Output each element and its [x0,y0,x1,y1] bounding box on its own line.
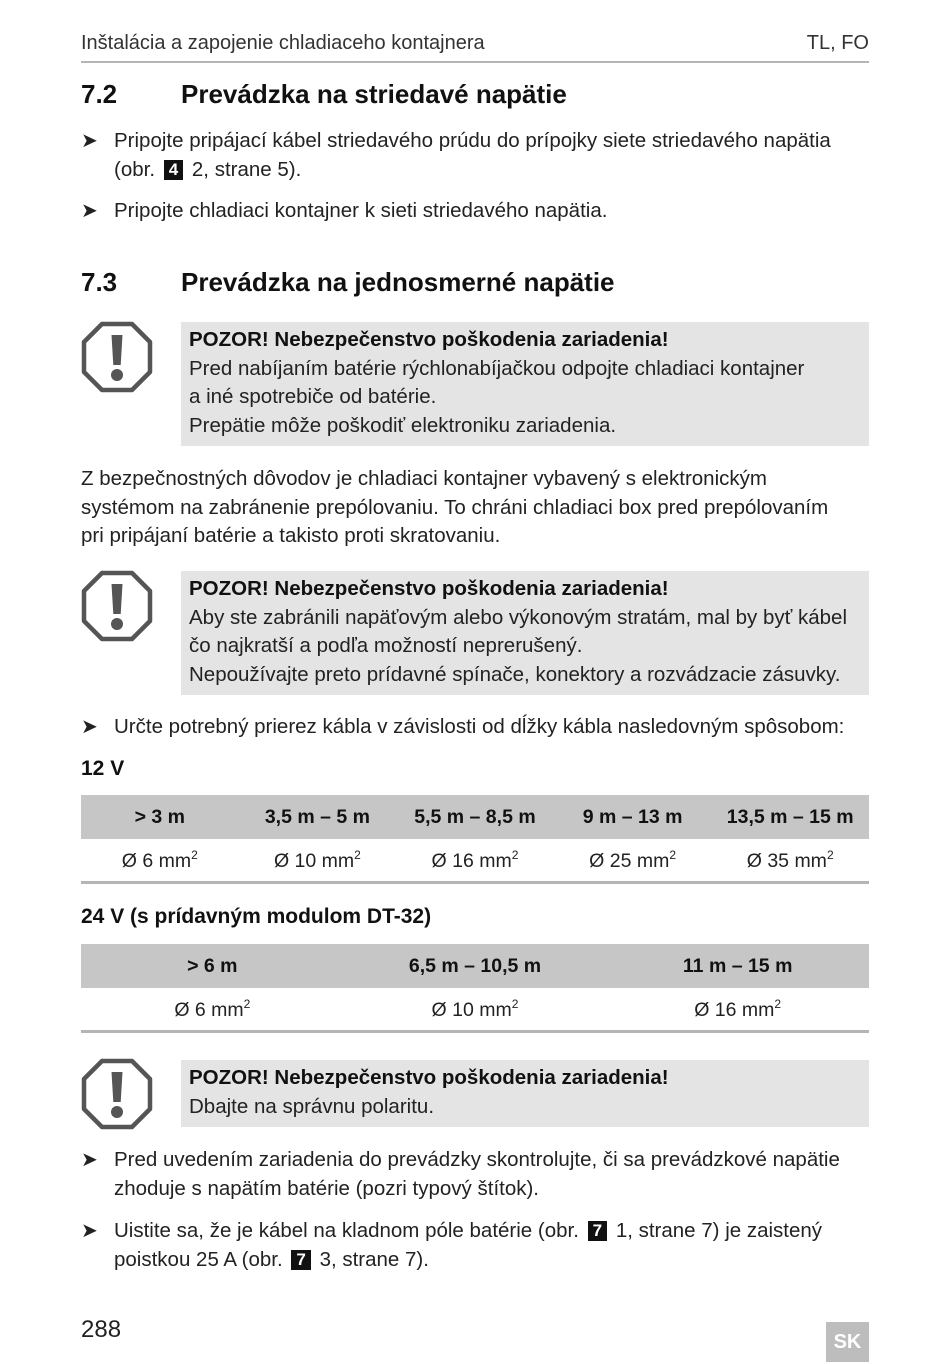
table-cell: Ø 35 $mm^2$ [711,839,869,883]
table-label-24v: 24 V (s prídavným modulom DT-32) [81,905,432,928]
table-header-cell: 3,5 m – 5 m [239,795,397,839]
section-heading-7-2 [81,79,567,110]
table-cell: Ø 10 $mm^2$ [239,839,397,883]
section-number: 7.3 [81,267,118,297]
cable-table-12v [81,795,869,884]
table-cell: Ø 6 $mm^2$ [81,988,344,1032]
arrow-bullet-icon: ➤ [81,716,98,738]
table-cell: Ø 25 $mm^2$ [554,839,712,883]
table-row [81,988,869,1032]
table-header-row [81,944,869,988]
bullet-item: ➤ Pripojte chladiaci kontajner k sieti striedavého napätia. [81,197,871,226]
warning-box: POZOR! Nebezpečenstvo poškodenia zariadenia! Dbajte na správnu polaritu. [181,1060,869,1127]
body-paragraph: Z bezpečnostných dôvodov je chladiaci kontajner vybavený s elektronickým systémom na zabránenie prepólovaniu. To chráni chladiaci box pred prepólovaním pri pripájaní batérie a takisto proti skratovaniu. [81,467,829,547]
arrow-bullet-icon: ➤ [81,1220,98,1242]
arrow-bullet-icon: ➤ [81,1149,98,1171]
page-number: 288 [81,1316,122,1343]
section-number: 7.2 [81,79,118,109]
warning-title: POZOR! Nebezpečenstvo poškodenia zariadenia! [189,577,669,600]
table-header-cell: > 6 m [81,944,344,988]
table-header-cell: 9 m – 13 m [554,795,712,839]
table-row [81,839,869,883]
table-header-cell: 11 m – 15 m [606,944,869,988]
table-header-cell: 13,5 m – 15 m [711,795,869,839]
warning-title: POZOR! Nebezpečenstvo poškodenia zariadenia! [189,1066,669,1089]
figure-ref: 4 [164,160,183,180]
section-title: Prevádzka na striedavé napätie [181,79,567,109]
bullet-item: ➤ Pred uvedením zariadenia do prevádzky skontrolujte, či sa prevádzkové napätie zhoduje s napätím batérie (pozri typový štítok). [81,1148,840,1200]
table-header-cell: 6,5 m – 10,5 m [344,944,607,988]
warning-box: POZOR! Nebezpečenstvo poškodenia zariadenia! Pred nabíjaním batérie rýchlonabíjačkou odpojte chladiaci kontajner a iné spotrebiče od batérie. Prepätie môže poškodiť elektroniku zariadenia. [181,322,869,446]
bullet-item: ➤ Určte potrebný prierez kábla v závislosti od dĺžky kábla nasledovným spôsobom: [81,713,871,742]
cable-table-24v [81,944,869,1033]
figure-ref: 7 [588,1221,607,1241]
section-title: Prevádzka na jednosmerné napätie [181,267,615,297]
arrow-bullet-icon: ➤ [81,200,98,222]
table-header-row [81,795,869,839]
section-heading-7-3 [81,267,615,298]
warning-octagon-icon [81,570,153,642]
warning-octagon-icon [81,1058,153,1130]
warning-box: POZOR! Nebezpečenstvo poškodenia zariadenia! Aby ste zabránili napäťovým alebo výkonovým stratám, mal by byť kábel čo najkratší a podľa možností neprerušený. Nepoužívajte preto prídavné spínače, konektory a rozvádzacie zásuvky. [181,571,869,695]
table-cell: Ø 16 $mm^2$ [396,839,554,883]
language-badge: SK [826,1322,869,1362]
running-header [81,30,869,63]
table-cell: Ø 10 $mm^2$ [344,988,607,1032]
figure-ref: 7 [291,1250,310,1270]
warning-title: POZOR! Nebezpečenstvo poškodenia zariadenia! [189,328,669,351]
header-model: TL, FO [806,32,869,54]
arrow-bullet-icon: ➤ [81,130,98,152]
header-title: Inštalácia a zapojenie chladiaceho kontajnera [81,32,485,54]
table-label-12v: 12 V [81,757,125,780]
table-cell: Ø 6 $mm^2$ [81,839,239,883]
bullet-item: ➤ Pripojte pripájací kábel striedavého prúdu do prípojky siete striedavého napätia (obr. 4 2, strane 5). [81,129,831,181]
table-header-cell: > 3 m [81,795,239,839]
bullet-item: ➤ Uistite sa, že je kábel na kladnom póle batérie (obr. 7 1, strane 7) je zaistený poistkou 25 A (obr. 7 3, strane 7). [81,1219,823,1271]
warning-octagon-icon [81,321,153,393]
table-header-cell: 5,5 m – 8,5 m [396,795,554,839]
table-cell: Ø 16 $mm^2$ [606,988,869,1032]
